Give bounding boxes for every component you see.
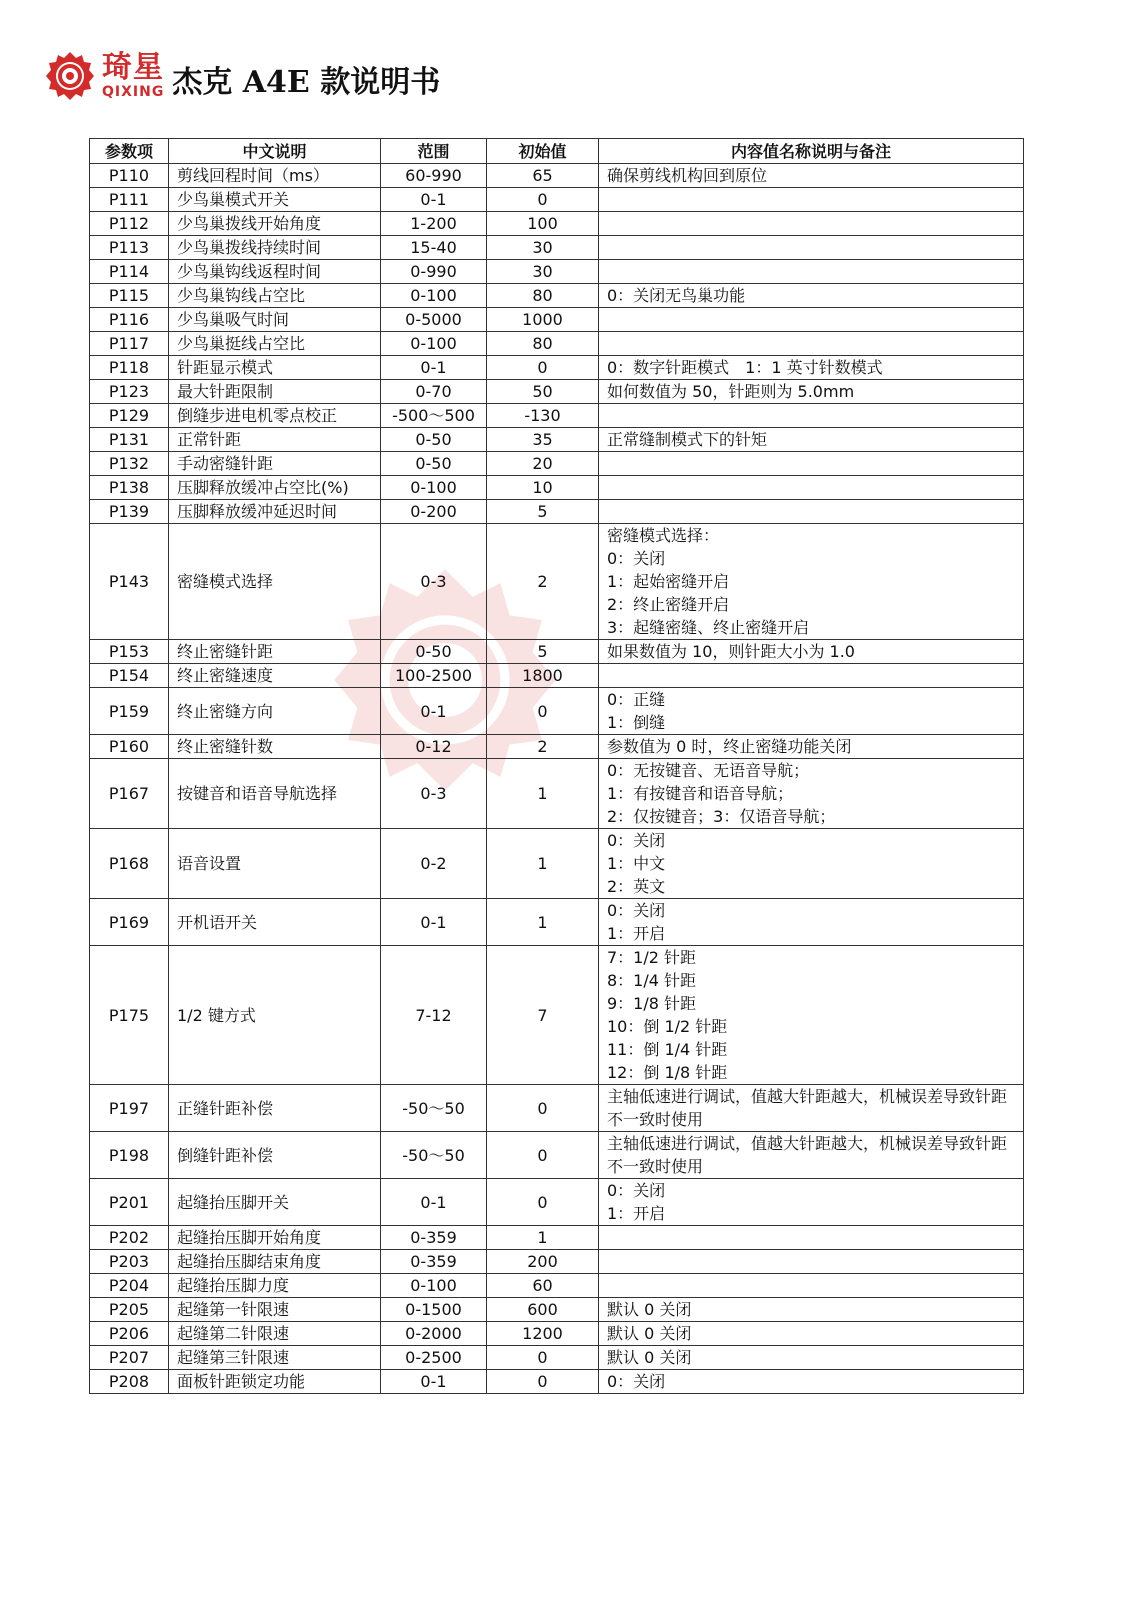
- param-notes-cell: [599, 524, 1024, 640]
- param-id-cell: P115: [90, 284, 169, 308]
- param-initial-value-cell: 1: [487, 1226, 599, 1250]
- table-row: [90, 1226, 1024, 1250]
- column-header-notes: 内容值名称说明与备注: [599, 139, 1024, 164]
- param-description-cell: 开机语开关: [169, 899, 381, 946]
- param-range-cell: 0-1: [381, 688, 487, 735]
- table-row: [90, 640, 1024, 664]
- param-range-cell: 0-12: [381, 735, 487, 759]
- param-notes-cell: [599, 1274, 1024, 1298]
- param-description-cell: 少鸟巢挺线占空比: [169, 332, 381, 356]
- param-initial-value-cell: 30: [487, 260, 599, 284]
- table-row: [90, 1085, 1024, 1132]
- param-description-cell: 最大针距限制: [169, 380, 381, 404]
- param-description-cell: 少鸟巢拨线持续时间: [169, 236, 381, 260]
- param-description-cell: 按键音和语音导航选择: [169, 759, 381, 829]
- param-range-cell: 0-100: [381, 476, 487, 500]
- param-notes-cell: [599, 188, 1024, 212]
- table-row: [90, 1132, 1024, 1179]
- param-notes-cell: [599, 1346, 1024, 1370]
- param-range-cell: 0-359: [381, 1226, 487, 1250]
- table-row: [90, 260, 1024, 284]
- table-row: [90, 404, 1024, 428]
- param-id-cell: P153: [90, 640, 169, 664]
- param-range-cell: 0-50: [381, 428, 487, 452]
- table-row: [90, 1346, 1024, 1370]
- param-description-cell: 针距显示模式: [169, 356, 381, 380]
- param-id-cell: P118: [90, 356, 169, 380]
- param-initial-value-cell: 1200: [487, 1322, 599, 1346]
- param-notes-cell: [599, 1085, 1024, 1132]
- param-id-cell: P202: [90, 1226, 169, 1250]
- param-range-cell: 0-990: [381, 260, 487, 284]
- param-id-cell: P205: [90, 1298, 169, 1322]
- param-description-cell: 起缝第三针限速: [169, 1346, 381, 1370]
- param-description-cell: 起缝抬压脚开始角度: [169, 1226, 381, 1250]
- note-line: 0：关闭: [607, 549, 666, 568]
- param-initial-value-cell: 100: [487, 212, 599, 236]
- param-notes-cell: [599, 380, 1024, 404]
- note-line: 3：起缝密缝、终止密缝开启: [607, 618, 810, 637]
- param-description-cell: 正常针距: [169, 428, 381, 452]
- note-line: 0：关闭无鸟巢功能: [607, 286, 746, 305]
- note-line: 1：中文: [607, 854, 666, 873]
- param-range-cell: -50～50: [381, 1132, 487, 1179]
- param-initial-value-cell: 0: [487, 1179, 599, 1226]
- param-notes-cell: [599, 899, 1024, 946]
- param-initial-value-cell: 2: [487, 524, 599, 640]
- param-initial-value-cell: 30: [487, 236, 599, 260]
- param-range-cell: 0-5000: [381, 308, 487, 332]
- note-line: 2：英文: [607, 877, 666, 896]
- table-row: [90, 380, 1024, 404]
- table-row: [90, 284, 1024, 308]
- param-description-cell: 少鸟巢拨线开始角度: [169, 212, 381, 236]
- note-line: 2：终止密缝开启: [607, 595, 730, 614]
- param-initial-value-cell: 2: [487, 735, 599, 759]
- param-description-cell: 手动密缝针距: [169, 452, 381, 476]
- table-row: [90, 452, 1024, 476]
- note-line: 如何数值为 50，针距则为 5.0mm: [607, 382, 855, 401]
- param-range-cell: -50～50: [381, 1085, 487, 1132]
- param-notes-cell: [599, 164, 1024, 188]
- param-notes-cell: [599, 356, 1024, 380]
- note-line: 默认 0 关闭: [607, 1324, 692, 1343]
- param-initial-value-cell: 1800: [487, 664, 599, 688]
- param-notes-cell: [599, 236, 1024, 260]
- param-description-cell: 面板针距锁定功能: [169, 1370, 381, 1394]
- note-line: 12：倒 1/8 针距: [607, 1063, 728, 1082]
- param-description-cell: 起缝抬压脚结束角度: [169, 1250, 381, 1274]
- param-id-cell: P167: [90, 759, 169, 829]
- brand-name-cn: 琦星: [102, 50, 164, 85]
- param-initial-value-cell: 0: [487, 688, 599, 735]
- param-range-cell: 15-40: [381, 236, 487, 260]
- param-notes-cell: [599, 212, 1024, 236]
- param-range-cell: 0-50: [381, 452, 487, 476]
- param-initial-value-cell: 80: [487, 284, 599, 308]
- param-range-cell: 0-3: [381, 759, 487, 829]
- table-row: [90, 1370, 1024, 1394]
- param-id-cell: P132: [90, 452, 169, 476]
- param-description-cell: 终止密缝针距: [169, 640, 381, 664]
- param-id-cell: P159: [90, 688, 169, 735]
- note-line: 0：关闭: [607, 1181, 666, 1200]
- param-initial-value-cell: 10: [487, 476, 599, 500]
- note-line: 确保剪线机构回到原位: [607, 166, 768, 185]
- param-notes-cell: [599, 1250, 1024, 1274]
- param-id-cell: P197: [90, 1085, 169, 1132]
- param-description-cell: 倒缝针距补偿: [169, 1132, 381, 1179]
- column-header-initial: 初始值: [487, 139, 599, 164]
- table-row: [90, 759, 1024, 829]
- note-line: 密缝模式选择：: [607, 526, 720, 545]
- param-description-cell: 密缝模式选择: [169, 524, 381, 640]
- param-id-cell: P123: [90, 380, 169, 404]
- param-initial-value-cell: 0: [487, 356, 599, 380]
- table-row: [90, 1250, 1024, 1274]
- param-notes-cell: [599, 688, 1024, 735]
- param-initial-value-cell: 0: [487, 1370, 599, 1394]
- note-line: 1：倒缝: [607, 713, 666, 732]
- param-notes-cell: [599, 404, 1024, 428]
- param-initial-value-cell: 0: [487, 1085, 599, 1132]
- note-line: 1：开启: [607, 924, 666, 943]
- param-notes-cell: [599, 829, 1024, 899]
- param-id-cell: P198: [90, 1132, 169, 1179]
- note-line: 默认 0 关闭: [607, 1348, 692, 1367]
- param-initial-value-cell: 5: [487, 640, 599, 664]
- param-id-cell: P206: [90, 1322, 169, 1346]
- param-range-cell: 0-100: [381, 1274, 487, 1298]
- table-row: [90, 735, 1024, 759]
- param-notes-cell: [599, 452, 1024, 476]
- table-row: [90, 332, 1024, 356]
- param-initial-value-cell: 0: [487, 1132, 599, 1179]
- table-row: [90, 188, 1024, 212]
- param-id-cell: P139: [90, 500, 169, 524]
- param-id-cell: P154: [90, 664, 169, 688]
- param-description-cell: 1/2 键方式: [169, 946, 381, 1085]
- param-notes-cell: [599, 1179, 1024, 1226]
- note-line: 0：正缝: [607, 690, 666, 709]
- param-description-cell: 语音设置: [169, 829, 381, 899]
- param-description-cell: 少鸟巢钩线返程时间: [169, 260, 381, 284]
- param-range-cell: 0-1: [381, 1370, 487, 1394]
- table-row: [90, 236, 1024, 260]
- note-line: 0：数字针距模式 1：1 英寸针数模式: [607, 358, 883, 377]
- note-line: 9：1/8 针距: [607, 994, 697, 1013]
- param-initial-value-cell: 65: [487, 164, 599, 188]
- table-row: [90, 829, 1024, 899]
- param-notes-cell: [599, 284, 1024, 308]
- param-notes-cell: [599, 260, 1024, 284]
- note-line: 11：倒 1/4 针距: [607, 1040, 728, 1059]
- param-range-cell: -500～500: [381, 404, 487, 428]
- note-line: 主轴低速进行调试，值越大针距越大，机械误差导致针距不一致时使用: [607, 1087, 1008, 1129]
- param-initial-value-cell: 60: [487, 1274, 599, 1298]
- table-row: [90, 946, 1024, 1085]
- note-line: 正常缝制模式下的针矩: [607, 430, 768, 449]
- table-body: [90, 164, 1024, 1394]
- param-notes-cell: [599, 1370, 1024, 1394]
- note-line: 8：1/4 针距: [607, 971, 697, 990]
- param-initial-value-cell: 80: [487, 332, 599, 356]
- table-row: [90, 1179, 1024, 1226]
- param-initial-value-cell: 0: [487, 188, 599, 212]
- param-description-cell: 终止密缝方向: [169, 688, 381, 735]
- param-description-cell: 压脚释放缓冲占空比(%): [169, 476, 381, 500]
- param-range-cell: 0-100: [381, 284, 487, 308]
- table-row: [90, 356, 1024, 380]
- param-range-cell: 60-990: [381, 164, 487, 188]
- param-initial-value-cell: 5: [487, 500, 599, 524]
- param-initial-value-cell: 1: [487, 759, 599, 829]
- param-description-cell: 起缝第二针限速: [169, 1322, 381, 1346]
- param-range-cell: 0-1: [381, 188, 487, 212]
- table-header-row: [90, 139, 1024, 164]
- param-notes-cell: [599, 500, 1024, 524]
- param-notes-cell: [599, 640, 1024, 664]
- table-row: [90, 1274, 1024, 1298]
- param-range-cell: 0-1: [381, 899, 487, 946]
- param-range-cell: 0-3: [381, 524, 487, 640]
- param-id-cell: P110: [90, 164, 169, 188]
- param-range-cell: 0-2000: [381, 1322, 487, 1346]
- param-id-cell: P112: [90, 212, 169, 236]
- column-header-param: 参数项: [90, 139, 169, 164]
- param-range-cell: 0-70: [381, 380, 487, 404]
- param-id-cell: P169: [90, 899, 169, 946]
- param-range-cell: 0-1500: [381, 1298, 487, 1322]
- param-initial-value-cell: 35: [487, 428, 599, 452]
- note-line: 0：无按键音、无语音导航；: [607, 761, 810, 780]
- param-id-cell: P203: [90, 1250, 169, 1274]
- param-range-cell: 0-2500: [381, 1346, 487, 1370]
- param-notes-cell: [599, 476, 1024, 500]
- note-line: 0：关闭: [607, 831, 666, 850]
- param-initial-value-cell: 1: [487, 899, 599, 946]
- param-description-cell: 剪线回程时间（ms）: [169, 164, 381, 188]
- param-description-cell: 终止密缝速度: [169, 664, 381, 688]
- document-title: 杰克 A4E 款说明书: [172, 65, 441, 100]
- param-notes-cell: [599, 1132, 1024, 1179]
- table-row: [90, 428, 1024, 452]
- brand-logo-text: [102, 50, 165, 100]
- note-line: 7：1/2 针距: [607, 948, 697, 967]
- note-line: 10：倒 1/2 针距: [607, 1017, 728, 1036]
- param-initial-value-cell: 600: [487, 1298, 599, 1322]
- param-description-cell: 少鸟巢钩线占空比: [169, 284, 381, 308]
- param-description-cell: 倒缝步进电机零点校正: [169, 404, 381, 428]
- table-row: [90, 1322, 1024, 1346]
- table-row: [90, 212, 1024, 236]
- note-line: 主轴低速进行调试，值越大针距越大，机械误差导致针距不一致时使用: [607, 1134, 1008, 1176]
- brand-name-en: QIXING: [102, 84, 165, 100]
- table-row: [90, 524, 1024, 640]
- param-id-cell: P111: [90, 188, 169, 212]
- param-initial-value-cell: 20: [487, 452, 599, 476]
- table-row: [90, 500, 1024, 524]
- table-row: [90, 899, 1024, 946]
- param-id-cell: P114: [90, 260, 169, 284]
- param-description-cell: 起缝抬压脚力度: [169, 1274, 381, 1298]
- note-line: 0：关闭: [607, 1372, 666, 1391]
- param-notes-cell: [599, 664, 1024, 688]
- note-line: 默认 0 关闭: [607, 1300, 692, 1319]
- page-header: [44, 48, 440, 104]
- param-initial-value-cell: 1000: [487, 308, 599, 332]
- param-initial-value-cell: 50: [487, 380, 599, 404]
- note-line: 0：关闭: [607, 901, 666, 920]
- table-row: [90, 688, 1024, 735]
- param-id-cell: P204: [90, 1274, 169, 1298]
- column-header-description: 中文说明: [169, 139, 381, 164]
- param-description-cell: 终止密缝针数: [169, 735, 381, 759]
- param-range-cell: 0-1: [381, 356, 487, 380]
- column-header-range: 范围: [381, 139, 487, 164]
- param-id-cell: P131: [90, 428, 169, 452]
- param-notes-cell: [599, 332, 1024, 356]
- note-line: 如果数值为 10，则针距大小为 1.0: [607, 642, 855, 661]
- param-notes-cell: [599, 759, 1024, 829]
- param-id-cell: P160: [90, 735, 169, 759]
- param-description-cell: 压脚释放缓冲延迟时间: [169, 500, 381, 524]
- note-line: 2：仅按键音；3：仅语音导航；: [607, 807, 836, 826]
- param-description-cell: 少鸟巢模式开关: [169, 188, 381, 212]
- qixing-logo-icon: [44, 50, 96, 102]
- param-range-cell: 0-50: [381, 640, 487, 664]
- param-id-cell: P168: [90, 829, 169, 899]
- param-notes-cell: [599, 1322, 1024, 1346]
- param-range-cell: 7-12: [381, 946, 487, 1085]
- param-range-cell: 0-2: [381, 829, 487, 899]
- param-notes-cell: [599, 735, 1024, 759]
- param-range-cell: 0-100: [381, 332, 487, 356]
- param-initial-value-cell: -130: [487, 404, 599, 428]
- table-row: [90, 664, 1024, 688]
- param-range-cell: 0-359: [381, 1250, 487, 1274]
- param-notes-cell: [599, 946, 1024, 1085]
- param-notes-cell: [599, 1226, 1024, 1250]
- param-initial-value-cell: 0: [487, 1346, 599, 1370]
- note-line: 1：有按键音和语音导航；: [607, 784, 794, 803]
- param-id-cell: P129: [90, 404, 169, 428]
- note-line: 参数值为 0 时，终止密缝功能关闭: [607, 737, 852, 756]
- param-id-cell: P117: [90, 332, 169, 356]
- table-row: [90, 308, 1024, 332]
- param-initial-value-cell: 200: [487, 1250, 599, 1274]
- table-row: [90, 164, 1024, 188]
- param-id-cell: P138: [90, 476, 169, 500]
- param-notes-cell: [599, 308, 1024, 332]
- param-id-cell: P143: [90, 524, 169, 640]
- param-range-cell: 1-200: [381, 212, 487, 236]
- param-notes-cell: [599, 1298, 1024, 1322]
- param-description-cell: 少鸟巢吸气时间: [169, 308, 381, 332]
- param-id-cell: P207: [90, 1346, 169, 1370]
- parameter-table: [89, 138, 1024, 1394]
- param-description-cell: 起缝第一针限速: [169, 1298, 381, 1322]
- note-line: 1：开启: [607, 1204, 666, 1223]
- param-range-cell: 100-2500: [381, 664, 487, 688]
- note-line: 1：起始密缝开启: [607, 572, 730, 591]
- param-notes-cell: [599, 428, 1024, 452]
- param-initial-value-cell: 1: [487, 829, 599, 899]
- param-id-cell: P113: [90, 236, 169, 260]
- param-description-cell: 正缝针距补偿: [169, 1085, 381, 1132]
- param-range-cell: 0-1: [381, 1179, 487, 1226]
- param-description-cell: 起缝抬压脚开关: [169, 1179, 381, 1226]
- table-row: [90, 1298, 1024, 1322]
- param-id-cell: P208: [90, 1370, 169, 1394]
- param-initial-value-cell: 7: [487, 946, 599, 1085]
- param-id-cell: P116: [90, 308, 169, 332]
- param-range-cell: 0-200: [381, 500, 487, 524]
- param-id-cell: P175: [90, 946, 169, 1085]
- table-row: [90, 476, 1024, 500]
- param-id-cell: P201: [90, 1179, 169, 1226]
